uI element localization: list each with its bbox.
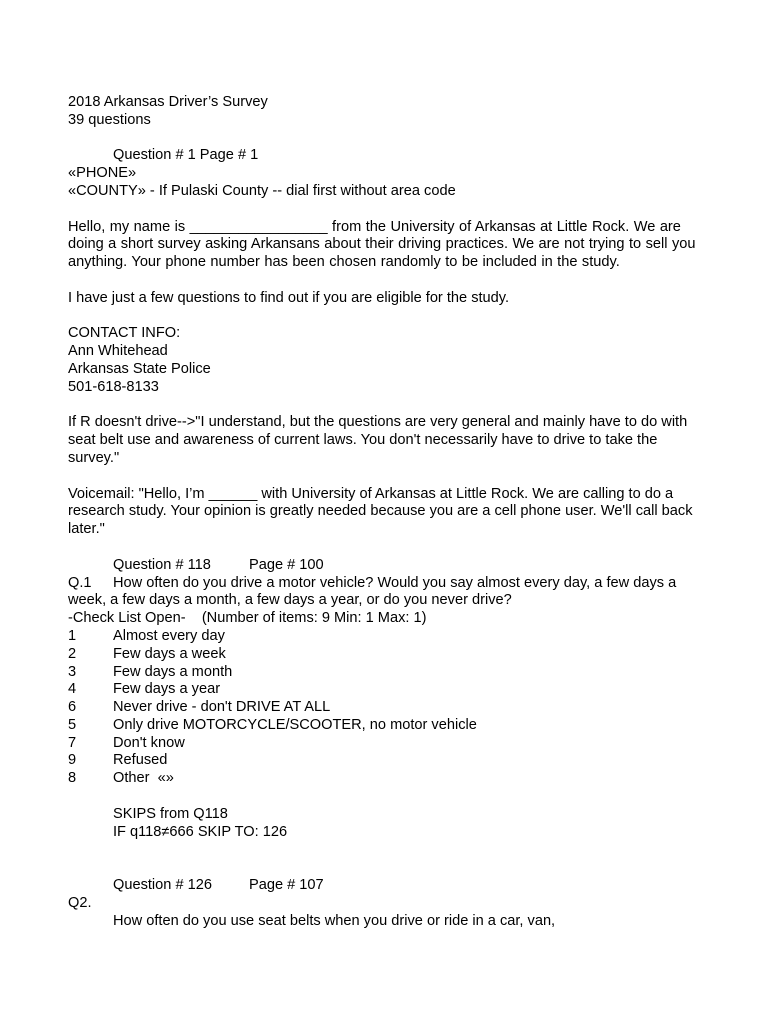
option-code: 2: [68, 645, 77, 662]
option-code: 9: [68, 752, 77, 769]
q118-number: Q.1: [68, 574, 92, 591]
option-code: 5: [68, 716, 77, 733]
q118-list-type: -Check List Open- (Number of items: 9 Min: 1 Max: 1): [68, 610, 427, 627]
option-label: Never drive - don't DRIVE AT ALL: [113, 699, 331, 716]
q118-page-label: Page # 100: [249, 556, 324, 573]
phone-placeholder: «PHONE»: [68, 165, 137, 182]
option-label: Refused: [113, 752, 168, 769]
option-label: Other «»: [113, 770, 174, 787]
survey-title: 2018 Arkansas Driver’s Survey: [68, 94, 268, 110]
q118-options: [68, 628, 708, 788]
spacer: [68, 201, 708, 219]
contact-phone: 501-618-8133: [68, 378, 159, 395]
option-row: [68, 646, 708, 664]
q118-skips-label: SKIPS from Q118: [113, 805, 228, 822]
contact-org: Arkansas State Police: [68, 360, 211, 377]
intro-paragraph: Hello, my name is _________________ from the University of Arkansas at Little Rock. We are doing a short survey asking Arkansans about their driving practices. We are not trying to sell you anything. Your phone number has been chosen randomly to be included in the study.: [68, 218, 696, 271]
q118-text-first: How often do you drive a motor vehicle? Would you say almost every day, a few days a: [113, 574, 677, 591]
contact-name: Ann Whitehead: [68, 343, 168, 360]
option-row: [68, 681, 708, 699]
spacer: [68, 130, 708, 148]
no-drive-paragraph: If R doesn't drive-->"I understand, but the questions are very general and mainly have to do with seat belt use and awareness of current laws. You don't necessarily have to drive to take the survey.": [68, 414, 688, 466]
voicemail-paragraph: Voicemail: "Hello, I’m ______ with University of Arkansas at Little Rock. We are calling to do a research study. Your opinion is greatly needed because you are a cell phone user. We'll call back later.": [68, 485, 693, 538]
spacer: [68, 788, 708, 806]
spacer: [68, 308, 708, 326]
q118-header: [68, 557, 708, 575]
option-label: Almost every day: [113, 627, 225, 644]
spacer: [68, 539, 708, 557]
option-row: [68, 717, 708, 735]
q126-header: [68, 877, 708, 895]
option-row: [68, 735, 708, 753]
q1-header: Question # 1 Page # 1: [113, 147, 259, 164]
q118-text-rest: week, a few days a month, a few days a year, or do you never drive?: [68, 592, 512, 609]
option-label: Only drive MOTORCYCLE/SCOOTER, no motor vehicle: [113, 716, 477, 733]
option-label: Few days a month: [113, 663, 233, 680]
option-row: [68, 664, 708, 682]
option-code: 4: [68, 681, 77, 698]
county-instruction: «COUNTY» - If Pulaski County -- dial first without area code: [68, 182, 456, 199]
option-code: 8: [68, 770, 77, 787]
spacer: [68, 468, 708, 486]
question-count: 39 questions: [68, 111, 151, 128]
q126-number: Q2.: [68, 894, 92, 911]
q118-question-label: Question # 118: [113, 556, 211, 573]
q118-skip-rule: IF q118≠666 SKIP TO: 126: [113, 823, 288, 840]
q126-page-label: Page # 107: [249, 877, 324, 894]
option-label: Few days a week: [113, 645, 226, 662]
q126-question-label: Question # 126: [113, 877, 212, 894]
survey-document: [68, 94, 708, 930]
contact-label: CONTACT INFO:: [68, 325, 181, 342]
option-code: 1: [68, 627, 77, 644]
eligibility-paragraph: I have just a few questions to find out if you are eligible for the study.: [68, 289, 510, 306]
option-code: 7: [68, 734, 77, 751]
option-row: [68, 699, 708, 717]
option-row: [68, 752, 708, 770]
spacer: [68, 397, 708, 415]
option-row: [68, 628, 708, 646]
q118-question: [68, 575, 708, 593]
option-row: [68, 770, 708, 788]
spacer: [68, 859, 708, 877]
option-code: 3: [68, 663, 77, 680]
q126-text: How often do you use seat belts when you drive or ride in a car, van,: [113, 912, 556, 929]
option-label: Few days a year: [113, 681, 221, 698]
spacer: [68, 841, 708, 859]
option-code: 6: [68, 699, 77, 716]
spacer: [68, 272, 708, 290]
option-label: Don't know: [113, 734, 185, 751]
